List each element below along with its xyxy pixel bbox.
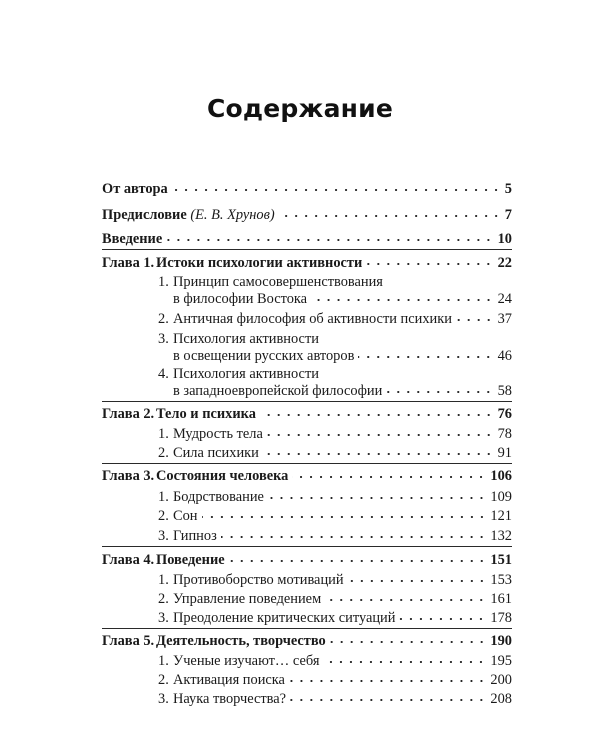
dot-leader — [325, 598, 486, 602]
divider — [102, 249, 512, 250]
dot-leader — [456, 318, 494, 322]
chapter-entry[interactable] — [102, 552, 512, 569]
chapter-entry[interactable] — [102, 633, 512, 650]
chapter-label: Глава 2. Тело и психика — [102, 406, 256, 422]
entry-label: От автора — [102, 181, 168, 197]
section-label: 3. Гипноз — [158, 528, 217, 544]
section-entry[interactable] — [173, 348, 512, 365]
dot-leader — [202, 515, 487, 519]
section-label: 3. Наука творчества? — [158, 691, 287, 707]
section-label: 2. Активация поиска — [158, 672, 285, 688]
toc-entry[interactable] — [102, 207, 512, 224]
section-entry-line1: 1. Принцип самосовершенствования — [158, 274, 383, 290]
section-label: 2. Античная философия об активности психики — [158, 311, 452, 327]
toc-entry[interactable] — [102, 231, 512, 248]
section-label: в западноевропейской философии — [173, 383, 383, 399]
dot-leader — [279, 214, 501, 218]
page-number: 132 — [490, 528, 512, 544]
dot-leader — [348, 579, 487, 583]
section-label: в освещении русских авторов — [173, 348, 355, 364]
chapter-label: Глава 5. Деятельность, творчество — [102, 633, 326, 649]
section-entry[interactable] — [158, 426, 512, 443]
dot-leader — [221, 535, 487, 539]
page-number: 22 — [497, 255, 512, 271]
page-number: 91 — [497, 445, 512, 461]
dot-leader — [399, 617, 486, 621]
page-number: 46 — [497, 348, 512, 364]
page-number: 37 — [497, 311, 512, 327]
section-label: 2. Управление поведением — [158, 591, 322, 607]
dot-leader — [263, 452, 494, 456]
chapter-label: Глава 3. Состояния человека — [102, 468, 289, 484]
page-title: Содержание — [206, 94, 394, 123]
page-number: 10 — [497, 231, 512, 247]
dot-leader — [229, 559, 487, 563]
section-label: 1. Противоборство мотиваций — [158, 572, 344, 588]
page-number: 200 — [490, 672, 512, 688]
section-entry[interactable] — [173, 383, 512, 400]
page-number: 76 — [497, 406, 512, 422]
dot-leader — [289, 679, 486, 683]
section-label: 2. Сила психики — [158, 445, 259, 461]
section-entry-line1: 4. Психология активности — [158, 366, 319, 382]
section-entry[interactable] — [158, 691, 512, 708]
dot-leader — [166, 238, 493, 242]
page-number: 151 — [490, 552, 512, 568]
section-label: 1. Мудрость тела — [158, 426, 263, 442]
toc-entry[interactable] — [102, 181, 512, 198]
section-label: 3. Преодоление критических ситуаций — [158, 610, 396, 626]
section-label: в философии Востока — [173, 291, 308, 307]
dot-leader — [292, 475, 486, 479]
page-number: 190 — [490, 633, 512, 649]
divider — [102, 628, 512, 629]
page-number: 178 — [490, 610, 512, 626]
section-entry[interactable] — [158, 445, 512, 462]
dot-leader — [366, 262, 493, 266]
section-label: 1. Ученые изучают… себя — [158, 653, 320, 669]
page-number: 58 — [497, 383, 512, 399]
page-number: 109 — [490, 489, 512, 505]
section-entry[interactable] — [158, 528, 512, 545]
entry-label: Предисловие (Е. В. Хрунов) — [102, 207, 275, 223]
page-number: 161 — [490, 591, 512, 607]
divider — [102, 401, 512, 402]
dot-leader — [260, 413, 494, 417]
section-entry[interactable] — [158, 672, 512, 689]
dot-leader — [386, 390, 493, 394]
page-number: 7 — [504, 207, 512, 223]
page-number: 195 — [490, 653, 512, 669]
section-entry[interactable] — [158, 572, 512, 589]
section-entry[interactable] — [158, 311, 512, 328]
dot-leader — [172, 188, 501, 192]
section-entry[interactable] — [158, 508, 512, 525]
section-entry[interactable] — [158, 653, 512, 670]
page-number: 24 — [497, 291, 512, 307]
dot-leader — [330, 640, 487, 644]
dot-leader — [267, 433, 494, 437]
divider — [102, 463, 512, 464]
page-number: 78 — [497, 426, 512, 442]
dot-leader — [311, 298, 494, 302]
page-number: 153 — [490, 572, 512, 588]
section-entry[interactable] — [158, 591, 512, 608]
page-number: 208 — [490, 691, 512, 707]
entry-note: (Е. В. Хрунов) — [190, 207, 275, 223]
section-entry[interactable] — [158, 610, 512, 627]
section-entry[interactable] — [173, 291, 512, 308]
dot-leader — [358, 355, 493, 359]
section-label: 1. Бодрствование — [158, 489, 264, 505]
dot-leader — [290, 698, 486, 702]
chapter-entry[interactable] — [102, 255, 512, 272]
page-number: 5 — [504, 181, 512, 197]
chapter-label: Глава 1. Истоки психологии активности — [102, 255, 363, 271]
dot-leader — [268, 496, 486, 500]
page-number: 106 — [490, 468, 512, 484]
section-label: 2. Сон — [158, 508, 198, 524]
divider — [102, 546, 512, 547]
dot-leader — [323, 660, 486, 664]
chapter-entry[interactable] — [102, 406, 512, 423]
section-entry[interactable] — [158, 489, 512, 506]
chapter-entry[interactable] — [102, 468, 512, 485]
chapter-label: Глава 4. Поведение — [102, 552, 225, 568]
page-number: 121 — [490, 508, 512, 524]
section-entry-line1: 3. Психология активности — [158, 331, 319, 347]
entry-label: Введение — [102, 231, 163, 247]
